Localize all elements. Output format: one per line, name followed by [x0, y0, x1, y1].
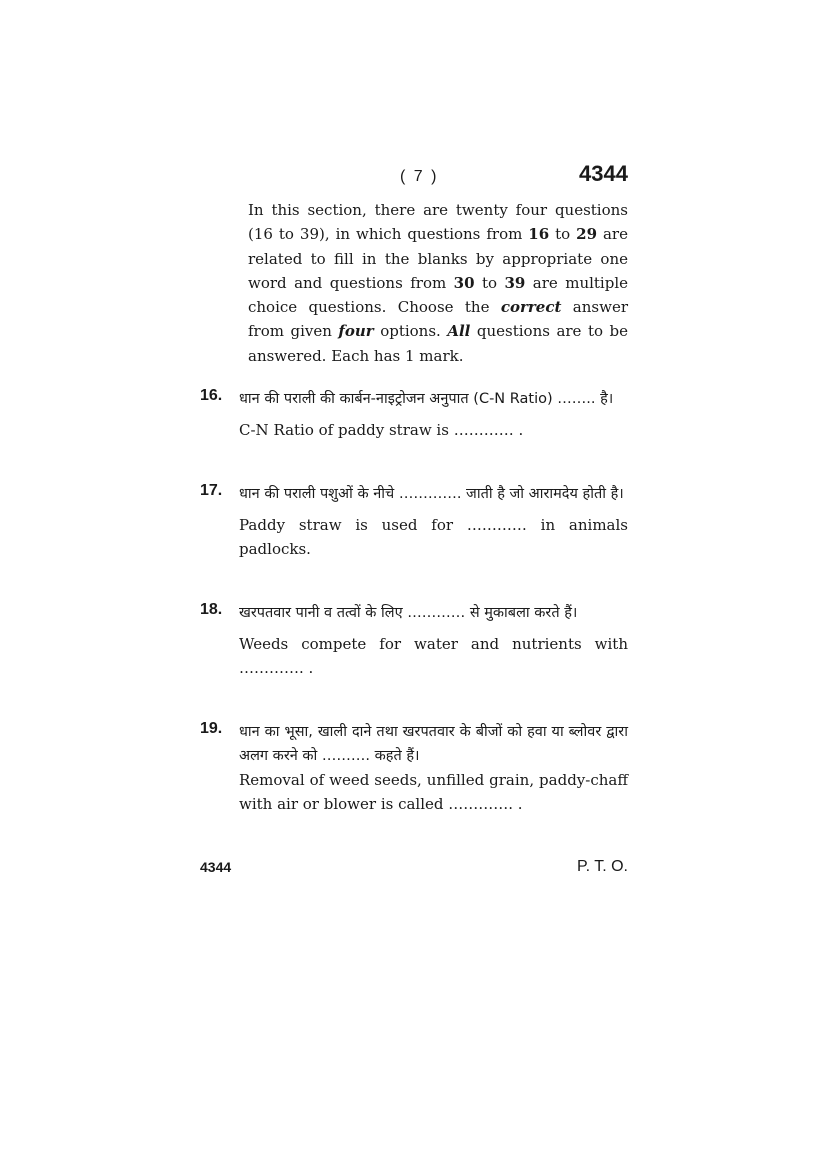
- instructions-bold: 30: [453, 273, 475, 292]
- instructions-bold-italic: four: [338, 322, 374, 341]
- instructions-bold: 29: [576, 225, 598, 244]
- section-instructions: [248, 198, 628, 368]
- question-text-english: Paddy straw is used for ………… in animals padlocks.: [239, 516, 628, 558]
- question-18: [200, 601, 628, 680]
- instructions-bold-italic: correct: [500, 298, 562, 317]
- instructions-text: to: [549, 225, 577, 244]
- question-number: 18.: [200, 601, 223, 618]
- question-text-hindi: खरपतवार पानी व तत्वों के लिए ………… से मुकाबला करते हैं।: [239, 605, 578, 621]
- instructions-text: are multiple choice questions. Choose the: [248, 273, 628, 317]
- instructions-text: are related to fill in the blanks by appropriate one word and questions from: [248, 225, 628, 292]
- question-text-hindi: धान की पराली पशुओं के नीचे …………. जाती है जो आरामदेय होती है।: [239, 486, 624, 502]
- instructions-text: In this section, there are twenty four questions (16 to 39), in which questions from: [248, 201, 628, 244]
- question-number: 16.: [200, 387, 223, 404]
- question-text-english: C-N Ratio of paddy straw is ………… .: [239, 421, 524, 439]
- question-19: [200, 720, 628, 816]
- instructions-text: to: [474, 273, 505, 292]
- question-number: 17.: [200, 482, 223, 499]
- question-text-english: Weeds compete for water and nutrients with …………. .: [239, 635, 628, 677]
- paper-code-header: 4344: [579, 161, 628, 186]
- instructions-bold: 16: [528, 225, 550, 244]
- instructions-text: answer from given: [248, 298, 628, 341]
- paper-code-footer: 4344: [200, 859, 232, 875]
- page-number: ( 7 ): [400, 168, 439, 185]
- question-text-hindi: धान की पराली की कार्बन-नाइट्रोजन अनुपात (C-N Ratio) …….. है।: [239, 391, 614, 407]
- please-turn-over: P. T. O.: [577, 858, 628, 875]
- instructions-text: options.: [373, 322, 448, 341]
- question-16: [200, 387, 628, 442]
- question-text-hindi: धान का भूसा, खाली दाने तथा खरपतवार के बीजों को हवा या ब्लोवर द्वारा अलग करने को ………. कहते हैं।: [239, 724, 628, 764]
- instructions-bold-italic: All: [447, 322, 471, 341]
- question-text-english: Removal of weed seeds, unfilled grain, paddy-chaff with air or blower is called …………. .: [239, 771, 628, 813]
- question-number: 19.: [200, 720, 223, 737]
- instructions-bold: 39: [504, 273, 526, 292]
- question-17: [200, 482, 628, 561]
- instructions-text: questions are to be answered. Each has 1 mark.: [248, 322, 628, 365]
